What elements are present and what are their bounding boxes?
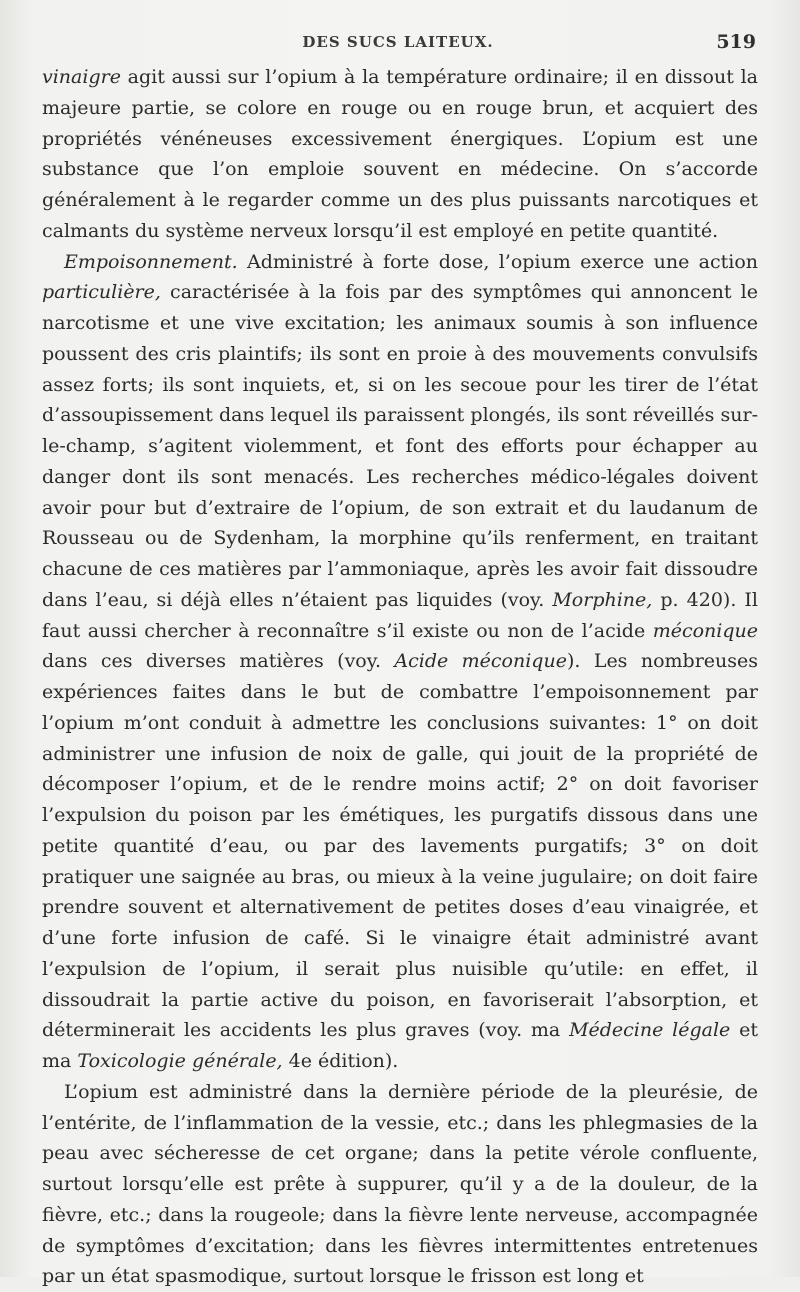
italic-text-run: Toxicologie générale,	[77, 1050, 283, 1072]
italic-text-run: Médecine légale	[569, 1019, 731, 1042]
text-run: L’opium est administré dans la dernière période de la pleurésie, de l’entérite, de l’inflammation de la vessie, etc.; dans les phlegmasies de la peau avec sécheresse de cet organe; dans la petite vérole confluente, surtout lorsqu’elle est prête à suppurer, qu’il y a de la douleur, de la fièvre, etc.; dans la rougeole; dans la fièvre lente nerveuse, accompagnée de symptômes d’excitation; dans les fièvres intermittentes entretenues par un état spasmodique, surtout lorsque le frisson est long et	[42, 1080, 758, 1288]
italic-text-run: Empoisonnement.	[64, 250, 238, 273]
italic-text-run: Morphine,	[552, 588, 653, 611]
text-run: agit aussi sur l’opium à la température ordinaire; il en dissout la majeure partie, se colore en rouge ou en rouge brun, et acquiert des propriétés vénéneuses excessivement énergiques. L’opium est une substance que l’on emploie souvent en médecine. On s’accorde généralement à le regarder comme un des plus puissants narcotiques et calmants du système nerveux lorsqu’il est employé en petite quantité.	[42, 66, 758, 242]
text-run: ). Les nombreuses expériences faites dans le but de combattre l’empoisonnement par l’opium m’ont conduit à admettre les conclusions suivantes: 1° on doit administrer une infusion de noix de galle, qui jouit de la propriété de décomposer l’opium, et de le rendre moins actif; 2° on doit favoriser l’expulsion du poison par les émétiques, les purgatifs dissous dans une petite quantité d’eau, ou par des lavements purgatifs; 3° on doit pratiquer une saignée au bras, ou mieux à la veine jugulaire; on doit faire prendre souvent et alternativement de petites doses d’eau vinaigrée, et d’une forte infusion de café. Si le vinaigre était administré avant l’expulsion de l’opium, il serait plus nuisible qu’utile: en effet, il dissoudrait la partie active du poison, en favoriserait l’absorption, et déterminerait les accidents les plus graves (voy. ma	[42, 650, 759, 1042]
italic-text-run: méconique	[652, 619, 758, 642]
text-run: p. 420). Il faut aussi chercher à reconnaître s’il existe ou non de l’acide	[42, 588, 758, 642]
text-run: dans ces diverses matières (voy.	[42, 650, 395, 673]
paragraph-1	[42, 62, 758, 247]
text-run: Administré à forte dose, l’opium exerce une action	[237, 250, 758, 273]
page-number: 519	[716, 31, 756, 53]
paragraph-2	[42, 247, 758, 1077]
body-text	[42, 62, 758, 1292]
text-run: caractérisée à la fois par des symptômes qui annoncent le narcotisme et une vive excitation; les animaux soumis à son influence poussent des cris plaintifs; ils sont en proie à des mouvements convulsifs assez forts; ils sont inquiets, et, si on les secoue pour les tirer de l’état d’assoupissement dans lequel ils paraissent plongés, ils sont réveillés sur-le-champ, s’agitent violemment, et font des efforts pour échapper au danger dont ils sont menacés. Les recherches médico-légales doivent avoir pour but d’extraire de l’opium, de son extrait et du laudanum de Rousseau ou de Sydenham, la morphine qu’ils renferment, en traitant chacune de ces matières par l’ammoniaque, après les avoir fait dissoudre dans l’eau, si déjà elles n’étaient pas liquides (voy.	[42, 281, 758, 611]
italic-text-run: Acide méconique	[394, 650, 567, 673]
page-header	[40, 33, 756, 59]
paragraph-3	[42, 1077, 758, 1292]
running-title: DES SUCS LAITEUX.	[302, 33, 494, 51]
italic-text-run: particulière,	[42, 281, 161, 304]
text-run: 4e édition).	[282, 1050, 399, 1072]
italic-text-run: vinaigre	[42, 66, 121, 88]
text-run: et ma	[42, 1019, 758, 1072]
